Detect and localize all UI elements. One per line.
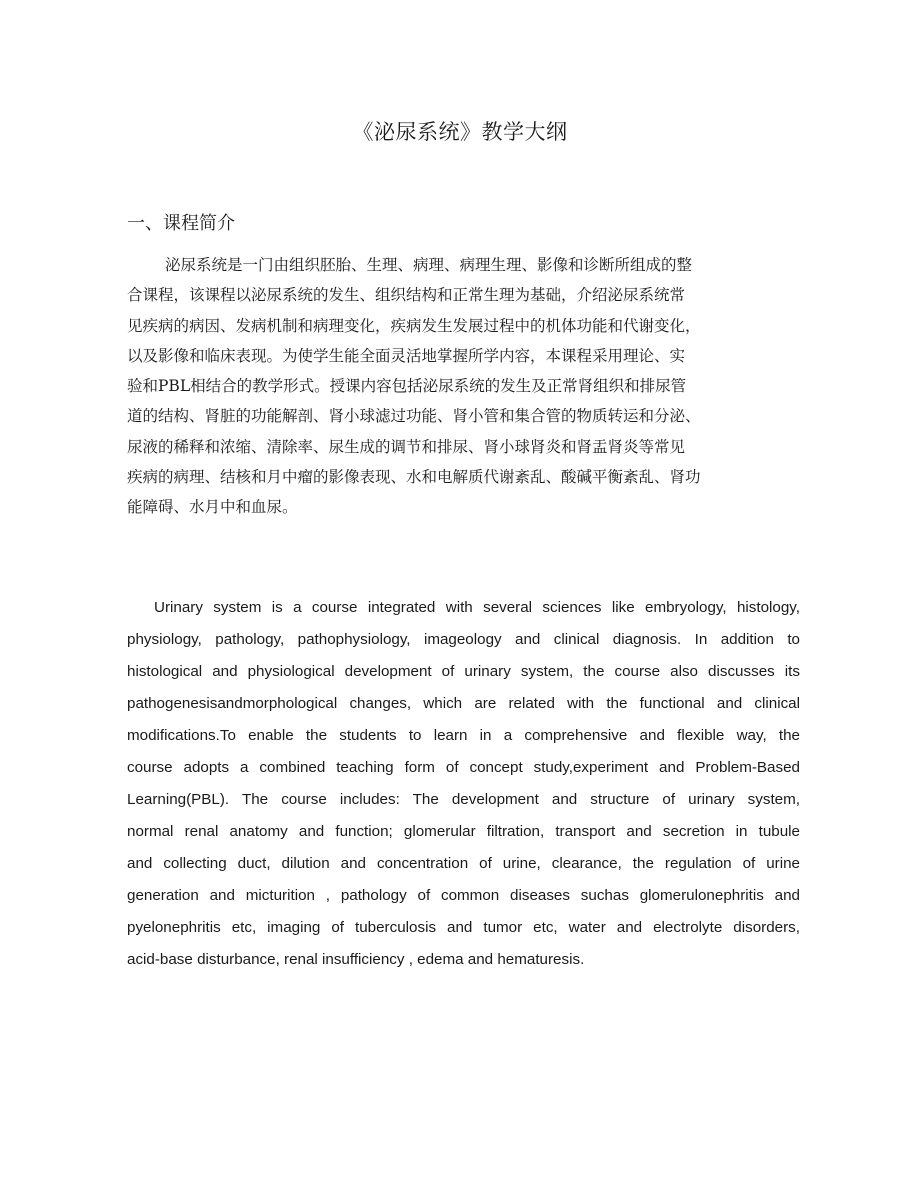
english-line: pyelonephritis etc, imaging of tuberculosis and tumor etc, water and electrolyte disorders, — [127, 919, 800, 936]
section-heading-course-intro: 一、课程简介 — [127, 213, 235, 234]
chinese-line: 见疾病的病因、发病机制和病理变化，疾病发生发展过程中的机体功能和代谢变化， — [127, 316, 701, 335]
chinese-line: 道的结构、肾脏的功能解剖、肾小球滤过功能、肾小管和集合管的物质转运和分泌、 — [127, 407, 701, 426]
chinese-paragraph — [127, 250, 767, 523]
english-paragraph — [127, 592, 800, 976]
chinese-line: 能障碍、水月中和血尿。 — [127, 498, 298, 517]
chinese-line: 尿液的稀释和浓缩、清除率、尿生成的调节和排尿、肾小球肾炎和肾盂肾炎等常见 — [127, 437, 686, 456]
english-line: and collecting duct, dilution and concentration of urine, clearance, the regulation of urine — [127, 855, 800, 872]
english-line: normal renal anatomy and function; glomerular filtration, transport and secretion in tubule — [127, 823, 800, 840]
chinese-line: 泌尿系统是一门由组织胚胎、生理、病理、病理生理、影像和诊断所组成的整 — [165, 256, 693, 274]
chinese-line: 疾病的病理、结核和月中瘤的影像表现、水和电解质代谢紊乱、酸碱平衡紊乱、肾功 — [127, 468, 701, 487]
chinese-line: 验和PBL相结合的教学形式。授课内容包括泌尿系统的发生及正常肾组织和排尿管 — [127, 377, 687, 396]
chinese-line: 合课程，该课程以泌尿系统的发生、组织结构和正常生理为基础，介绍泌尿系统常 — [127, 286, 686, 305]
chinese-line: 以及影像和临床表现。为使学生能全面灵活地掌握所学内容，本课程采用理论、实 — [127, 346, 686, 365]
english-line: physiology, pathology, pathophysiology, imageology and clinical diagnosis. In addition to — [127, 631, 800, 648]
english-line: Urinary system is a course integrated with several sciences like embryology, histology, — [154, 599, 800, 616]
english-line: acid-base disturbance, renal insufficiency , edema and hematuresis. — [127, 951, 585, 968]
english-line: course adopts a combined teaching form of concept study,experiment and Problem-Based — [127, 759, 800, 776]
english-line: histological and physiological development of urinary system, the course also discusses its — [127, 663, 800, 680]
english-line: modifications.To enable the students to learn in a comprehensive and flexible way, the — [127, 727, 800, 744]
english-line: generation and micturition , pathology of common diseases suchas glomerulonephritis and — [127, 887, 800, 904]
english-line: pathogenesisandmorphological changes, which are related with the functional and clinical — [127, 695, 800, 712]
document-title: 《泌尿系统》教学大纲 — [352, 120, 568, 144]
english-line: Learning(PBL). The course includes: The development and structure of urinary system, — [127, 791, 800, 808]
